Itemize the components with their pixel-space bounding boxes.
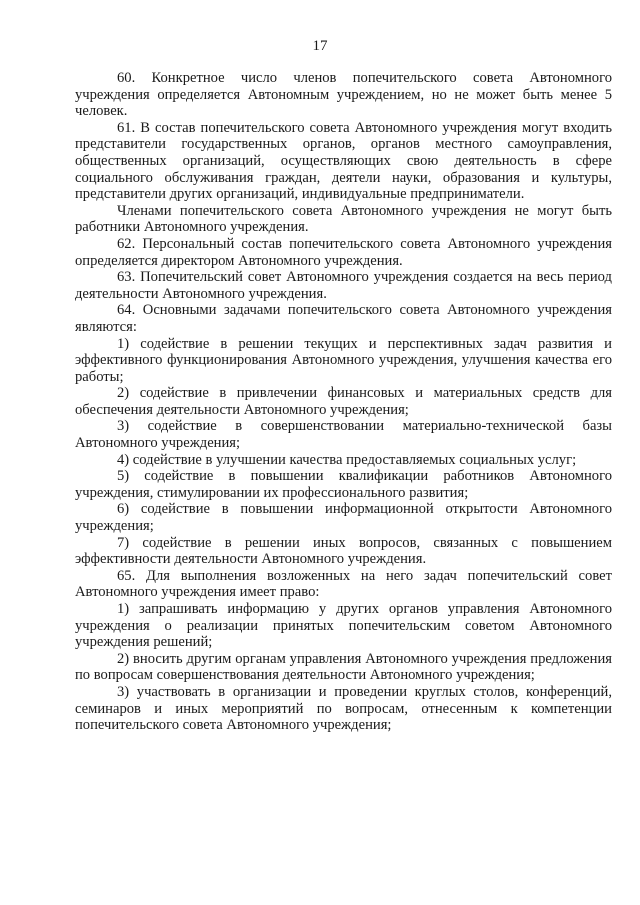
list-item-64-3: 3) содействие в совершенствовании материально-технической базы Автономного учреждения; [75,418,612,452]
list-item-64-7: 7) содействие в решении иных вопросов, связанных с повышением эффективности деятельности Автономного учреждения. [75,534,612,568]
list-item-65-1: 1) запрашивать информацию у других органов управления Автономного учреждения о реализации принятых попечительским советом Автономного учреждения решений; [75,601,612,651]
document-body [75,70,612,734]
paragraph-64: 64. Основными задачами попечительского совета Автономного учреждения являются: [75,302,612,335]
list-item-64-2: 2) содействие в привлечении финансовых и материальных средств для обеспечения деятельности Автономного учреждения; [75,385,612,418]
list-item-65-3: 3) участвовать в организации и проведении круглых столов, конференций, семинаров и иных мероприятий по вопросам, отнесенным к компетенции попечительского совета Автономного учреждения; [75,683,612,734]
paragraph-62: 62. Персональный состав попечительского совета Автономного учреждения определяется директором Автономного учреждения. [75,235,612,269]
list-item-64-6: 6) содействие в повышении информационной открытости Автономного учреждения; [75,501,612,535]
paragraph-61-note: Членами попечительского совета Автономного учреждения не могут быть работники Автономного учреждения. [75,202,612,236]
paragraph-60: 60. Конкретное число членов попечительского совета Автономного учреждения определяется Автономным учреждением, но не может быть менее 5 человек. [75,70,612,120]
paragraph-61: 61. В состав попечительского совета Автономного учреждения могут входить представители государственных органов, органов местного самоуправления, общественных организаций, осуществляющих свою деятельность в сфере социального обслуживания граждан, деятели науки, образования и культуры, представители других организаций, индивидуальные предприниматели. [75,119,612,203]
list-item-64-1: 1) содействие в решении текущих и перспективных задач развития и эффективного функционирования Автономного учреждения, улучшения качества его работы; [75,335,612,385]
paragraph-65: 65. Для выполнения возложенных на него задач попечительский совет Автономного учреждения имеет право: [75,567,612,601]
page-number: 17 [312,38,328,54]
list-item-64-4: 4) содействие в улучшении качества предоставляемых социальных услуг; [117,451,577,468]
list-item-64-5: 5) содействие в повышении квалификации работников Автономного учреждения, стимулировании их профессионального развития; [75,468,612,501]
list-item-65-2: 2) вносить другим органам управления Автономного учреждения предложения по вопросам совершенствования деятельности Автономного учреждения; [75,650,612,684]
paragraph-63: 63. Попечительский совет Автономного учреждения создается на весь период деятельности Автономного учреждения. [75,269,612,302]
